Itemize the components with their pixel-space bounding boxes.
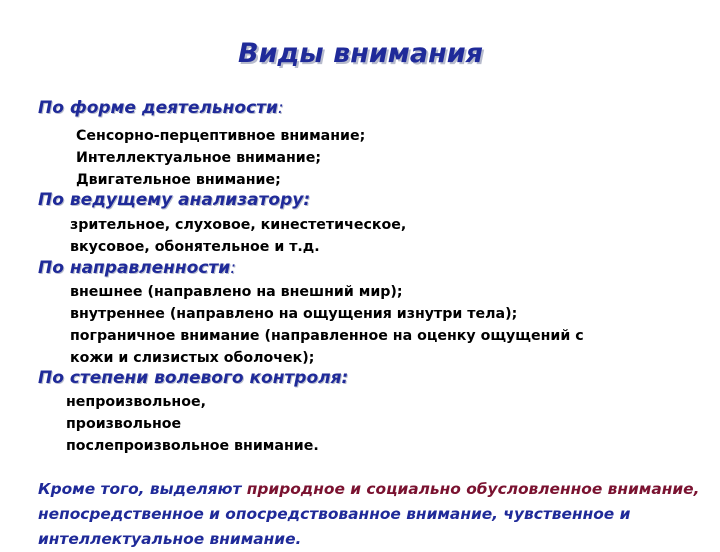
list-item: Двигательное внимание; bbox=[76, 172, 281, 188]
summary-intro: Кроме того, выделяют bbox=[38, 480, 247, 498]
list-item: послепроизвольное внимание. bbox=[66, 438, 319, 454]
section-heading-label: По степени волевого контроля: bbox=[38, 368, 349, 388]
section-heading-activity-form bbox=[38, 98, 284, 118]
section-heading-label: По форме деятельности bbox=[38, 98, 278, 118]
list-item: кожи и слизистых оболочек); bbox=[70, 350, 315, 366]
slide-title: Виды внимания bbox=[238, 38, 483, 69]
summary-paragraph bbox=[38, 477, 718, 552]
section-heading-volitional-control bbox=[38, 368, 348, 388]
list-item: вкусовое, обонятельное и т.д. bbox=[70, 239, 320, 255]
list-item: непроизвольное, bbox=[66, 394, 206, 410]
section-heading-colon: : bbox=[277, 98, 284, 118]
section-heading-analyzer bbox=[38, 190, 310, 210]
summary-direct-mediated: непосредственное и опосредствованное внимание, чувственное и интеллектуальное внимание. bbox=[38, 505, 631, 548]
list-item: внутреннее (направлено на ощущения изнутри тела); bbox=[70, 306, 518, 322]
section-heading-direction bbox=[38, 258, 236, 278]
section-heading-label: По направленности bbox=[38, 258, 231, 278]
summary-natural-social: природное и социально обусловленное внимание, bbox=[246, 480, 700, 498]
section-heading-label: По ведущему анализатору: bbox=[38, 190, 311, 210]
list-item: Интеллектуальное внимание; bbox=[76, 150, 322, 166]
list-item: зрительное, слуховое, кинестетическое, bbox=[70, 217, 407, 233]
list-item: внешнее (направлено на внешний мир); bbox=[70, 284, 403, 300]
list-item: пограничное внимание (направленное на оценку ощущений с bbox=[70, 328, 584, 344]
list-item: произвольное bbox=[66, 416, 182, 432]
list-item: Сенсорно-перцептивное внимание; bbox=[76, 128, 366, 144]
section-heading-colon: : bbox=[230, 258, 236, 278]
